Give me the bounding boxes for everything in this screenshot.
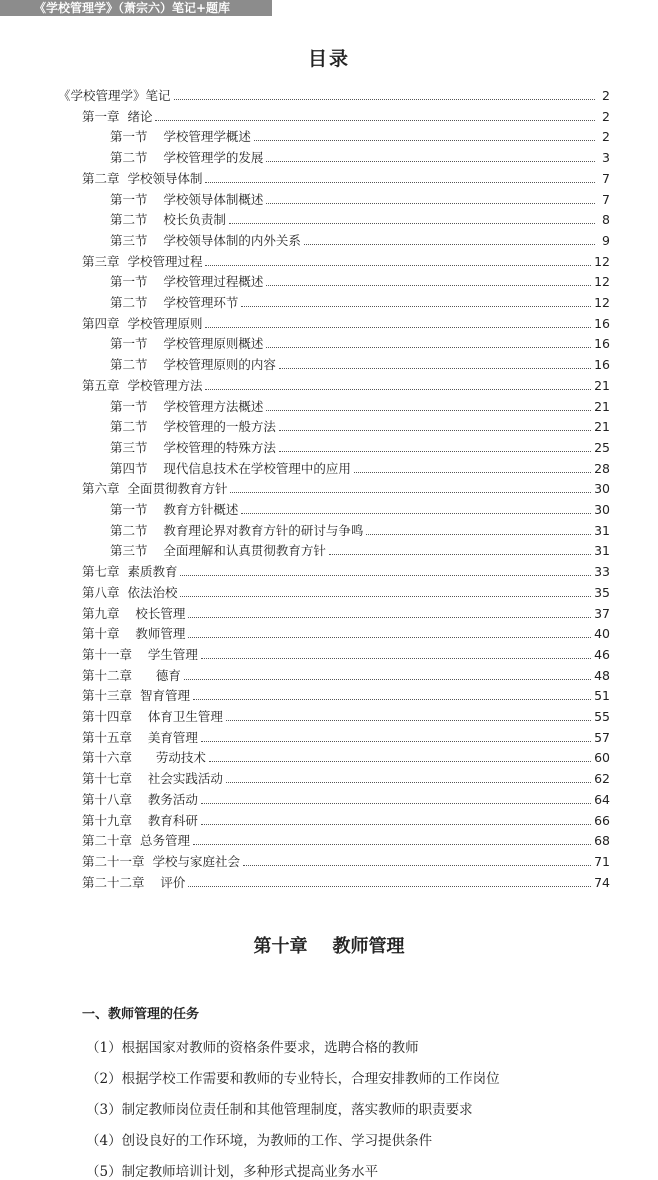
toc-entry[interactable]: [82, 167, 610, 187]
toc-entry[interactable]: [110, 415, 610, 435]
toc-entry[interactable]: [110, 146, 610, 166]
toc-entry[interactable]: [110, 125, 610, 145]
toc-leader-dots: [279, 451, 591, 452]
toc-entry[interactable]: [110, 229, 610, 249]
toc-leader-dots: [205, 265, 591, 266]
toc-entry-label: 第十四章 体育卫生管理: [82, 709, 223, 724]
toc-entry[interactable]: [110, 436, 610, 456]
toc-entry-page: 37: [594, 605, 610, 621]
toc-leader-dots: [155, 120, 595, 121]
toc-entry-label: 第二节 学校管理学的发展: [110, 150, 264, 166]
toc-leader-dots: [266, 161, 595, 162]
body-list-item: （4）创设良好的工作环境，为教师的工作、学习提供条件: [86, 1133, 433, 1149]
toc-entry-page: 8: [602, 212, 610, 228]
toc-entry[interactable]: [82, 788, 610, 808]
toc-entry[interactable]: [82, 581, 610, 601]
toc-leader-dots: [188, 617, 591, 618]
toc-entry-page: 68: [594, 833, 610, 849]
toc-entry-page: 2: [602, 129, 610, 145]
toc-entry-label: 第三节 学校领导体制的内外关系: [110, 232, 301, 248]
toc-leader-dots: [201, 741, 591, 742]
toc-entry[interactable]: [82, 643, 610, 663]
toc-entry[interactable]: [82, 664, 610, 684]
toc-leader-dots: [226, 720, 591, 721]
toc-entry[interactable]: [82, 705, 610, 725]
toc-leader-dots: [229, 223, 595, 224]
toc-entry-label: 第二十一章 学校与家庭社会: [82, 853, 240, 869]
toc-entry-page: 60: [594, 750, 610, 766]
toc-entry-label: 第八章 依法治校: [82, 584, 178, 600]
toc-entry-label: 第二节 学校管理环节: [110, 295, 239, 310]
toc-leader-dots: [201, 803, 591, 804]
toc-entry-page: 12: [594, 274, 610, 290]
toc-entry-page: 16: [594, 357, 610, 373]
toc-entry[interactable]: [82, 312, 610, 332]
toc-entry-label: 《学校管理学》笔记: [58, 88, 171, 103]
toc-entry-page: 12: [594, 295, 610, 310]
toc-leader-dots: [180, 575, 591, 576]
toc-entry[interactable]: [110, 519, 610, 539]
toc-leader-dots: [230, 492, 591, 493]
toc-entry-label: 第二章 学校领导体制: [82, 170, 203, 186]
toc-entry-label: 第十六章 劳动技术: [82, 750, 206, 766]
section-heading: 一、教师管理的任务: [82, 1007, 200, 1022]
toc-leader-dots: [241, 306, 591, 307]
toc-title: 目录: [307, 48, 350, 70]
toc-entry-label: 第十八章 教务活动: [82, 791, 198, 807]
toc-entry-page: 62: [594, 771, 610, 787]
toc-entry[interactable]: [110, 498, 610, 518]
toc-entry[interactable]: [110, 457, 610, 477]
toc-leader-dots: [304, 244, 595, 245]
toc-leader-dots: [279, 430, 591, 431]
toc-entry-label: 第十五章 美育管理: [82, 729, 198, 745]
toc-entry-page: 21: [594, 419, 610, 435]
toc-entry-page: 51: [594, 688, 610, 704]
toc-entry-page: 30: [594, 481, 610, 497]
toc-entry[interactable]: [82, 871, 610, 891]
toc-leader-dots: [279, 368, 591, 369]
toc-entry-page: 31: [594, 543, 610, 559]
toc-entry-label: 第二节 学校管理的一般方法: [110, 419, 276, 435]
toc-leader-dots: [174, 99, 595, 100]
toc-entry-label: 第四节 现代信息技术在学校管理中的应用: [110, 460, 351, 476]
toc-entry-page: 64: [594, 791, 610, 807]
toc-entry-page: 46: [594, 646, 610, 662]
toc-entry-page: 57: [594, 729, 610, 745]
toc-entry-label: 第一节 教育方针概述: [110, 502, 239, 517]
toc-leader-dots: [205, 389, 591, 390]
toc-entry[interactable]: [110, 332, 610, 352]
toc-entry-page: 16: [594, 315, 610, 331]
toc-entry-page: 12: [594, 253, 610, 269]
body-list-item: （3）制定教师岗位责任制和其他管理制度，落实教师的职责要求: [86, 1102, 473, 1118]
toc-entry[interactable]: [82, 374, 610, 394]
toc-leader-dots: [193, 699, 591, 700]
toc-leader-dots: [226, 782, 591, 783]
toc-leader-dots: [201, 658, 591, 659]
toc-entry[interactable]: [82, 767, 610, 787]
chapter-title: 第十章 教师管理: [253, 936, 405, 957]
toc-leader-dots: [209, 761, 591, 762]
toc-entry[interactable]: [82, 684, 610, 704]
toc-leader-dots: [266, 347, 591, 348]
toc-entry-page: 48: [594, 667, 610, 683]
toc-entry-page: 3: [602, 150, 610, 166]
toc-entry-page: 25: [594, 439, 610, 455]
toc-leader-dots: [266, 410, 591, 411]
toc-entry-page: 71: [594, 853, 610, 869]
toc-entry-label: 第十七章 社会实践活动: [82, 771, 223, 787]
toc-leader-dots: [205, 327, 591, 328]
toc-entry-page: 30: [594, 502, 610, 517]
toc-leader-dots: [354, 472, 591, 473]
toc-entry-page: 7: [602, 191, 610, 207]
toc-entry[interactable]: [82, 829, 610, 849]
toc-entry-page: 33: [594, 564, 610, 580]
toc-entry-page: 2: [602, 108, 610, 124]
toc-leader-dots: [329, 554, 591, 555]
toc-entry[interactable]: [82, 622, 610, 642]
toc-leader-dots: [193, 844, 591, 845]
toc-entry[interactable]: [110, 270, 610, 290]
toc-entry[interactable]: [82, 477, 610, 497]
document-header-strip: 《学校管理学》（萧宗六）笔记+题库: [0, 0, 272, 16]
toc-entry-label: 第一章 绪论: [82, 108, 153, 124]
toc-entry-page: 9: [602, 232, 610, 248]
toc-entry-label: 第二节 校长负责制: [110, 212, 226, 228]
toc-entry-label: 第四章 学校管理原则: [82, 315, 203, 331]
toc-entry[interactable]: [82, 746, 610, 766]
toc-entry-label: 第六章 全面贯彻教育方针: [82, 481, 228, 497]
toc-entry[interactable]: [82, 250, 610, 270]
toc-entry[interactable]: [110, 395, 610, 415]
body-list-item: （5）制定教师培训计划，多种形式提高业务水平: [86, 1164, 379, 1180]
toc-entry-page: 7: [602, 170, 610, 186]
toc-entry-label: 第十九章 教育科研: [82, 812, 198, 828]
toc-entry[interactable]: [82, 560, 610, 580]
toc-leader-dots: [180, 596, 591, 597]
toc-entry-label: 第一节 学校管理学概述: [110, 129, 251, 145]
toc-entry-label: 第一节 学校管理原则概述: [110, 336, 264, 352]
toc-entry[interactable]: [82, 809, 610, 829]
toc-entry-page: 21: [594, 398, 610, 414]
body-list-item: （2）根据学校工作需要和教师的专业特长，合理安排教师的工作岗位: [86, 1071, 500, 1087]
toc-entry-page: 35: [594, 584, 610, 600]
toc-entry[interactable]: [82, 602, 610, 622]
toc-leader-dots: [184, 679, 591, 680]
toc-entry-label: 第十一章 学生管理: [82, 646, 198, 662]
toc-leader-dots: [188, 637, 591, 638]
toc-entry[interactable]: [110, 353, 610, 373]
toc-entry-label: 第一节 学校管理方法概述: [110, 398, 264, 414]
toc-entry-label: 第一节 学校领导体制概述: [110, 191, 264, 207]
toc-entry-page: 31: [594, 522, 610, 538]
toc-entry-page: 21: [594, 377, 610, 393]
toc-entry-label: 第二十二章 评价: [82, 874, 186, 890]
toc-entry[interactable]: [110, 188, 610, 208]
toc-entry-page: 2: [602, 88, 610, 103]
toc-entry[interactable]: [58, 84, 610, 104]
toc-entry-label: 第三节 学校管理的特殊方法: [110, 439, 276, 455]
toc-entry-label: 第二节 教育理论界对教育方针的研讨与争鸣: [110, 522, 364, 538]
toc-entry-page: 40: [594, 626, 610, 642]
toc-leader-dots: [243, 865, 591, 866]
toc-entry-label: 第十章 教师管理: [82, 626, 186, 642]
toc-entry-label: 第二节 学校管理原则的内容: [110, 357, 276, 373]
toc-leader-dots: [201, 824, 591, 825]
toc-entry[interactable]: [82, 105, 610, 125]
toc-leader-dots: [366, 534, 591, 535]
toc-entry[interactable]: [82, 850, 610, 870]
toc-entry-label: 第十二章 德育: [82, 667, 181, 683]
toc-entry-page: 74: [594, 874, 610, 890]
toc-leader-dots: [266, 285, 591, 286]
toc-leader-dots: [241, 513, 591, 514]
toc-entry[interactable]: [110, 291, 610, 311]
toc-entry[interactable]: [110, 539, 610, 559]
toc-entry-page: 28: [594, 460, 610, 476]
toc-leader-dots: [254, 140, 595, 141]
toc-entry[interactable]: [110, 208, 610, 228]
toc-leader-dots: [205, 182, 595, 183]
toc-leader-dots: [266, 203, 595, 204]
toc-entry[interactable]: [82, 726, 610, 746]
toc-leader-dots: [188, 886, 591, 887]
toc-entry-page: 16: [594, 336, 610, 352]
toc-entry-label: 第一节 学校管理过程概述: [110, 274, 264, 290]
toc-entry-label: 第三章 学校管理过程: [82, 253, 203, 269]
toc-entry-label: 第五章 学校管理方法: [82, 377, 203, 393]
toc-entry-label: 第十三章 智育管理: [82, 688, 190, 704]
toc-entry-label: 第七章 素质教育: [82, 564, 178, 580]
toc-entry-label: 第三节 全面理解和认真贯彻教育方针: [110, 543, 326, 559]
toc-entry-label: 第九章 校长管理: [82, 605, 186, 621]
body-list-item: （1）根据国家对教师的资格条件要求，选聘合格的教师: [86, 1040, 419, 1056]
toc-entry-page: 66: [594, 812, 610, 828]
toc-entry-label: 第二十章 总务管理: [82, 833, 190, 849]
toc-entry-page: 55: [594, 709, 610, 724]
